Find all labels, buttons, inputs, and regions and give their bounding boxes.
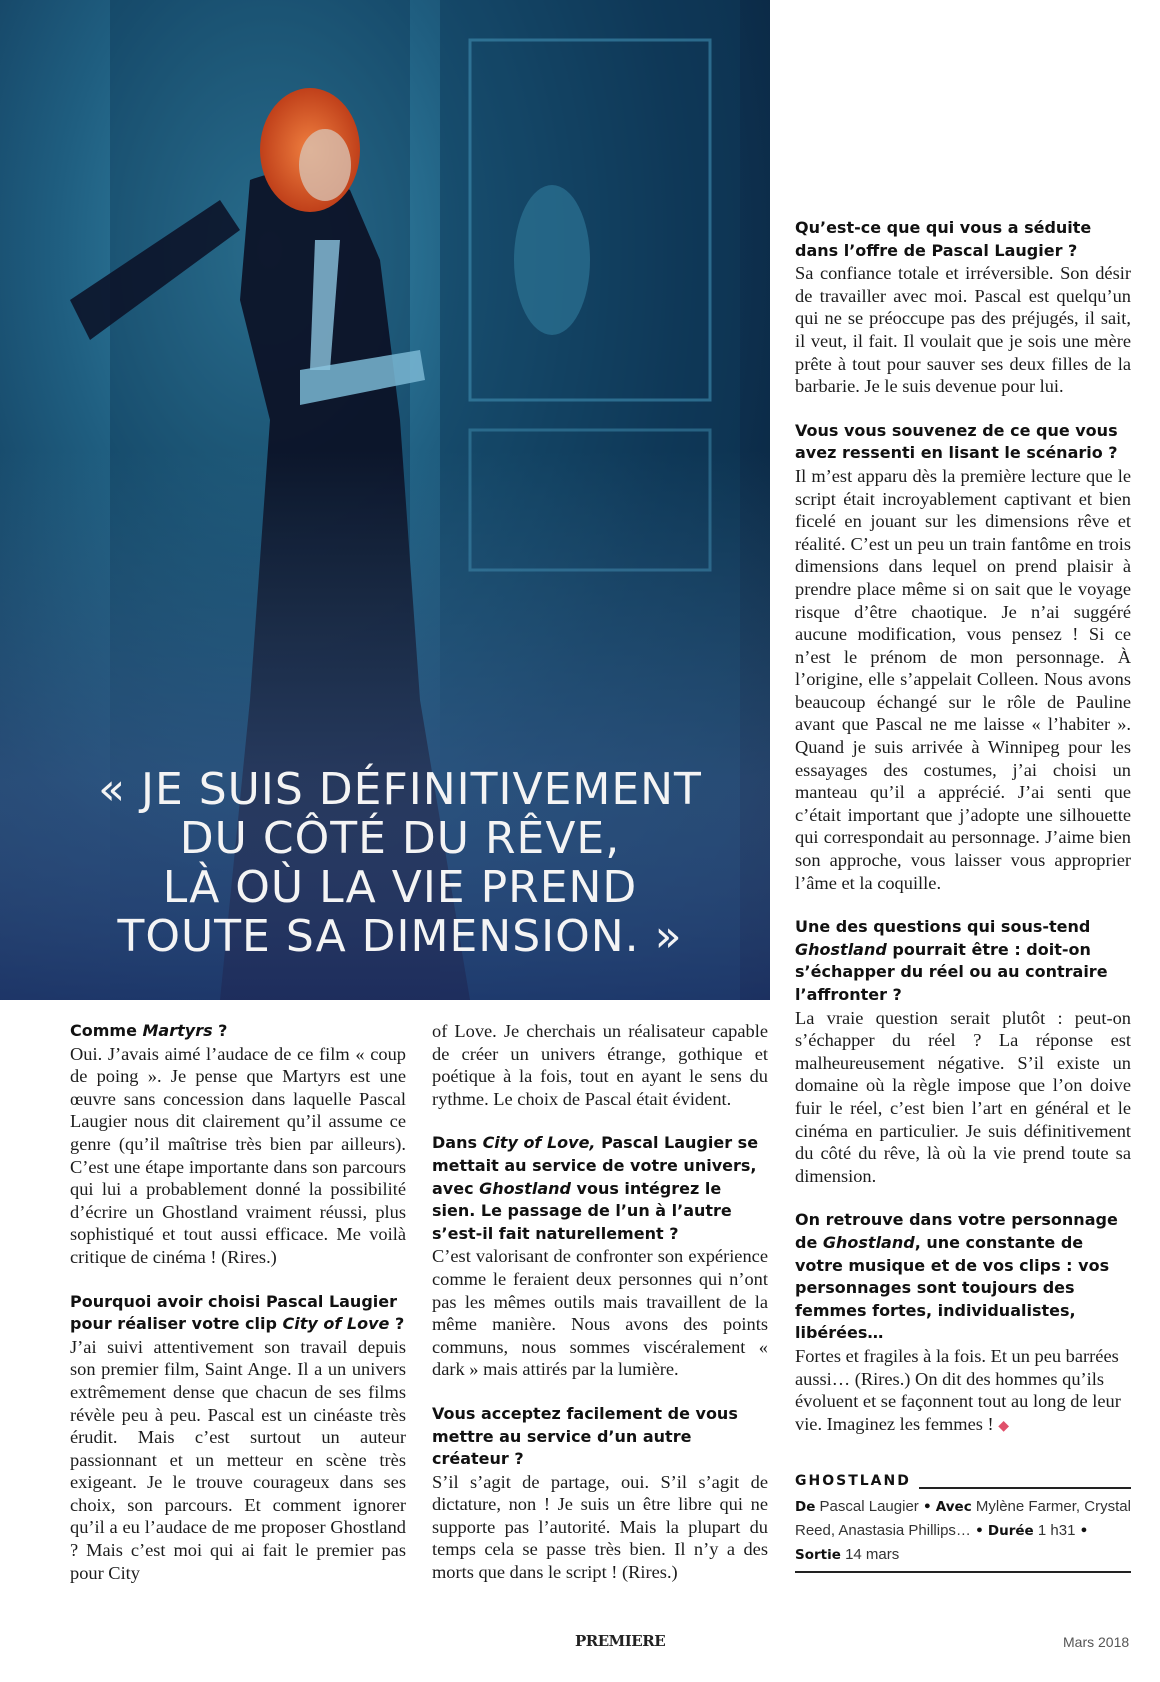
credits-text	[795, 1495, 1131, 1567]
question-text: pourrait être : doit-on s’échapper du réel ou au contraire l’affronter ?	[795, 939, 1108, 1004]
end-mark-icon: ◆	[998, 1418, 1010, 1434]
article-column-1	[70, 1020, 406, 1584]
question-heading: Qu’est-ce que qui vous a séduite dans l’offre de Pascal Laugier ?	[795, 218, 1092, 260]
cover-photo	[0, 0, 770, 1000]
credits-label: Avec	[935, 1499, 972, 1515]
answer-paragraph: Sa confiance totale et irréversible. Son désir de travailler avec moi. Pascal est quelqu’un qui ne se préoccupe pas des préjugés, il sait, il veut, il fait. Il voulait que je sois une mère prête à tout pour sauver ses deux filles de la barbarie. Je le suis devenue pour lui.	[795, 263, 1131, 397]
credits-label: Durée	[987, 1523, 1034, 1539]
question-heading	[432, 1132, 768, 1245]
question-heading	[795, 1209, 1131, 1345]
credits-label: Sortie	[795, 1547, 841, 1563]
question-heading	[70, 1291, 406, 1336]
bullet-separator: •	[975, 1523, 984, 1539]
pull-quote-line: TOUTE SA DIMENSION. »	[117, 911, 683, 962]
question-heading	[795, 916, 1131, 1006]
film-title: Martyrs	[142, 1021, 213, 1040]
credits-duration: 1 h31	[1037, 1522, 1076, 1539]
divider	[919, 1487, 1131, 1489]
film-title: City of Love	[282, 1314, 390, 1334]
question-text: On retrouve dans votre personnage de	[795, 1210, 1118, 1252]
question-text: , une constante de votre musique et de vos clips : vos personnages sont toujours des femmes fortes, individualistes, libérées…	[795, 1232, 1110, 1343]
pull-quote-line: « JE SUIS DÉFINITIVEMENT	[98, 764, 702, 815]
answer-paragraph: Il m’est apparu dès la première lecture que le script était incroyablement captivant et bien ficelé en jouant sur les dimensions rêve et réalité. C’est un peu un train fantôme en trois dimensions dans lequel on prend plaisir à prendre place même si on sait que le voyage risque d’être chaotique. Je n’ai suggéré aucune modification, vous pensez ! Si ce n’est le prénom de mon personnage. À l’origine, elle s’appelait Colleen. Nous avons beaucoup échangé sur le rôle de Pauline avant que Pascal ne me laisse « l’habiter ». Quand je suis arrivée à Winnipeg pour les essayages des costumes, j’ai choisi un manteau qu’il a apprécié. J’ai senti que c’était important que j’adopte une silhouette qui correspondait au personnage. J’aime bien son approche, vous laisser vous approprier l’âme et la coquille.	[795, 465, 1131, 893]
answer-paragraph: Oui. J’avais aimé l’audace de ce film « coup de poing ». Je pense que Martyrs est une œuvre sans concession dans laquelle Pascal Laugier nous dit clairement qu’il assume ce genre (qu’il maîtrise très bien par ailleurs). C’est une étape importante dans son parcours qui lui a probablement donné la possibilité d’écrire un Ghostland vraiment réussi, plus sophistiqué et tout aussi efficace. Me voilà critique de cinéma ! (Rires.)	[70, 1043, 406, 1267]
credits-label: De	[795, 1499, 816, 1515]
answer-paragraph: S’il s’agit de partage, oui. S’il s’agit de dictature, non ! Je suis un être libre qui ne supporte pas l’autorité. Mais la plupart du temps cela se passe très bien. Il n’y a des morts que dans le script ! (Rires.)	[432, 1471, 768, 1583]
answer-paragraph: of Love. Je cherchais un réalisateur capable de créer un univers étrange, gothique et poétique à la fois, tout en ayant le sens du rythme. Le choix de Pascal était évident.	[432, 1021, 768, 1109]
question-text: Une des questions qui sous-tend	[795, 917, 1091, 937]
question-text: vous intégrez le sien. Le passage de l’un à l’autre s’est-il fait naturellement ?	[432, 1178, 732, 1243]
credits-cast: Mylène Farmer, Crystal Reed, Anastasia Phillips…	[795, 1498, 1131, 1539]
film-title: Ghostland	[822, 1232, 915, 1252]
question-heading: Vous vous souvenez de ce que vous avez ressenti en lisant le scénario ?	[795, 420, 1118, 463]
question-text: ?	[212, 1021, 228, 1040]
film-title: Ghostland	[479, 1178, 571, 1198]
answer-paragraph: La vraie question serait plutôt : peut-on s’échapper du réel ? La réponse est malheureusement négative. S’il existe un domaine où la règle impose que l’on doive fuir le réel, c’est bien l’art en général et le cinéma en particulier. Je suis définitivement du côté du rêve, là où la vie prend toute sa dimension.	[795, 1007, 1131, 1186]
divider	[795, 1571, 1131, 1573]
answer-paragraph: J’ai suivi attentivement son travail depuis son premier film, Saint Ange. Il a un univers extrêmement dense que chacun de ses films révèle peu à peu. Pascal est un cinéaste très érudit. Mais c’est surtout un auteur passionnant et un metteur en scène très exigeant. Je le trouve courageux dans ses choix, son parcours. Et comment ignorer qu’il a eu l’audace de me proposer Ghostland ? Mais c’est moi qui ai fait le premier pas pour City	[70, 1336, 406, 1583]
pull-quote	[60, 765, 740, 961]
credits-release: 14 mars	[845, 1546, 900, 1563]
question-text: ?	[389, 1314, 405, 1334]
question-heading	[70, 1020, 406, 1043]
article-column-2	[432, 1020, 768, 1584]
pull-quote-line: LÀ OÙ LA VIE PREND	[162, 862, 638, 913]
issue-date: Mars 2018	[1063, 1634, 1130, 1650]
film-title: Ghostland	[795, 939, 887, 959]
credits-header	[795, 1470, 1131, 1493]
pull-quote-line: DU CÔTÉ DU RÊVE,	[179, 813, 621, 864]
answer-paragraph: C’est valorisant de confronter son expérience comme le feraient deux personnes qui n’ont pas les mêmes outils mais travaillent de la même manière. Nous avons des points communs, nous sommes viscéralement « dark » mais attirés par la lumière.	[432, 1246, 768, 1380]
credits-director: Pascal Laugier	[819, 1498, 919, 1515]
article-column-3	[795, 217, 1131, 1438]
answer-paragraph	[795, 1345, 1131, 1438]
bullet-separator: •	[1079, 1523, 1089, 1539]
question-text: Pascal Laugier se mettait au service de votre univers, avec	[432, 1133, 759, 1198]
magazine-logo: PREMIERE	[575, 1632, 666, 1650]
answer-text: Fortes et fragiles à la fois. Et un peu barrées aussi… (Rires.) On dit des hommes qu’ils évoluent et se façonnent tout au long de leur vie. Imaginez les femmes !	[795, 1345, 1121, 1434]
film-credits-box	[795, 1470, 1131, 1573]
credits-title: GHOSTLAND	[795, 1473, 911, 1489]
question-text: Comme	[70, 1021, 143, 1040]
question-text: Pourquoi avoir choisi Pascal Laugier pour réaliser votre clip	[70, 1291, 397, 1334]
bullet-separator: •	[922, 1499, 932, 1515]
question-text: Dans	[432, 1133, 483, 1153]
film-title: City of Love,	[482, 1133, 596, 1153]
question-heading: Vous acceptez facilement de vous mettre au service d’un autre créateur ?	[432, 1403, 738, 1469]
